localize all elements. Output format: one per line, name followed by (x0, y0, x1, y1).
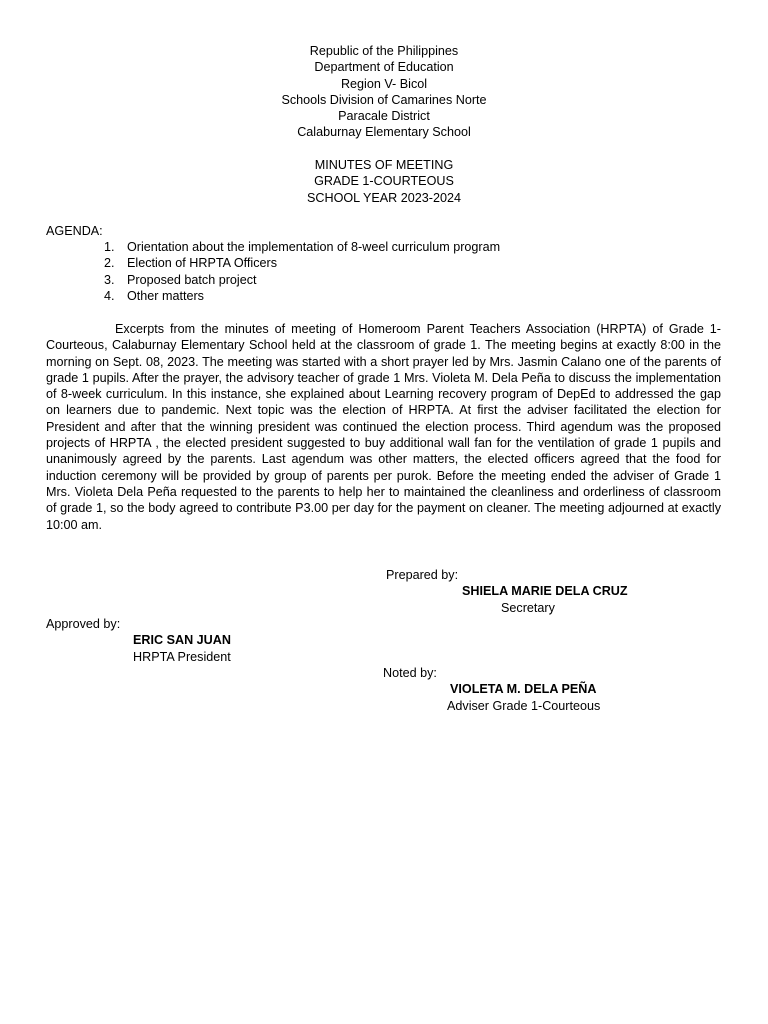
agenda-item-number: 2. (104, 256, 115, 271)
prepared-by-label: Prepared by: (386, 568, 459, 582)
agenda-list (104, 239, 500, 304)
agenda-item-number: 4. (104, 288, 115, 303)
agenda-item (104, 239, 500, 255)
agenda-item (104, 288, 500, 304)
president-title: HRPTA President (133, 650, 231, 664)
agenda-item-text: Election of HRPTA Officers (127, 256, 278, 271)
agenda-item (104, 272, 500, 288)
header-country: Republic of the Philippines (309, 44, 459, 58)
agenda-item-number: 1. (104, 240, 115, 254)
agenda-item-text: Other matters (127, 288, 204, 303)
approved-by-label: Approved by: (46, 617, 121, 631)
document-title (0, 157, 768, 206)
minutes-body: Excerpts from the minutes of meeting of Homeroom Parent Teachers Association (HRPTA) of Grade 1-Courteous, Calaburnay Elementary School held at the classroom of grade 1. The meeting begins at exactly 8:00 in the morning on Sept. 08, 2023. The meeting was started with a short prayer led by Mrs. Jasmin Calano one of the parents of grade 1 pupils. After the prayer, the advisory teacher of grade 1 Mrs. Violeta M. Dela Peña to discuss the implementation of 8-week curriculum. In this instance, she explained about Learning recovery program of DepEd to addressed the gap on learners due to pandemic. Next topic was the election of HRPTA. At first the adviser facilitated the election for President and after that the winning president was continued the election process. Third agendum was the proposed projects of HRPTA , the elected president suggested to buy additional wall fan for the ventilation of grade 1 pupils and unanimously agreed by the parents. Last agendum was other matters, the elected officers agreed that the food for induction ceremony will be provided by group of parents per purok. Before the meeting ended the adviser of Grade 1 Mrs. Violeta Dela Peña requested to the parents to help her to maintained the cleanliness and orderliness of classroom of grade 1, so the body agreed to contribute P3.00 per day for the payment on cleaner. The meeting adjourned at exactly 10:00 am. (46, 322, 721, 532)
secretary-title: Secretary (501, 601, 555, 615)
header-region: Region V- Bicol (340, 76, 428, 91)
adviser-title: Adviser Grade 1-Courteous (447, 699, 601, 713)
agenda-label: AGENDA: (46, 224, 103, 238)
agenda-item-text: Proposed batch project (127, 272, 257, 287)
agenda-item (104, 255, 500, 271)
letterhead (0, 43, 768, 141)
noted-by-label: Noted by: (383, 666, 437, 680)
header-district: Paracale District (338, 109, 430, 124)
president-name: ERIC SAN JUAN (133, 633, 231, 647)
title-minutes: MINUTES OF MEETING (314, 158, 454, 172)
header-department: Department of Education (314, 60, 454, 75)
secretary-name: SHIELA MARIE DELA CRUZ (462, 584, 628, 598)
title-grade: GRADE 1-COURTEOUS (314, 174, 454, 189)
agenda-item-number: 3. (104, 272, 115, 287)
header-division: Schools Division of Camarines Norte (281, 92, 487, 107)
title-school-year: SCHOOL YEAR 2023-2024 (306, 190, 461, 205)
agenda-item-text: Orientation about the implementation of 8-weel curriculum program (127, 240, 501, 254)
header-school: Calaburnay Elementary School (297, 125, 471, 140)
adviser-name: VIOLETA M. DELA PEÑA (450, 682, 597, 696)
